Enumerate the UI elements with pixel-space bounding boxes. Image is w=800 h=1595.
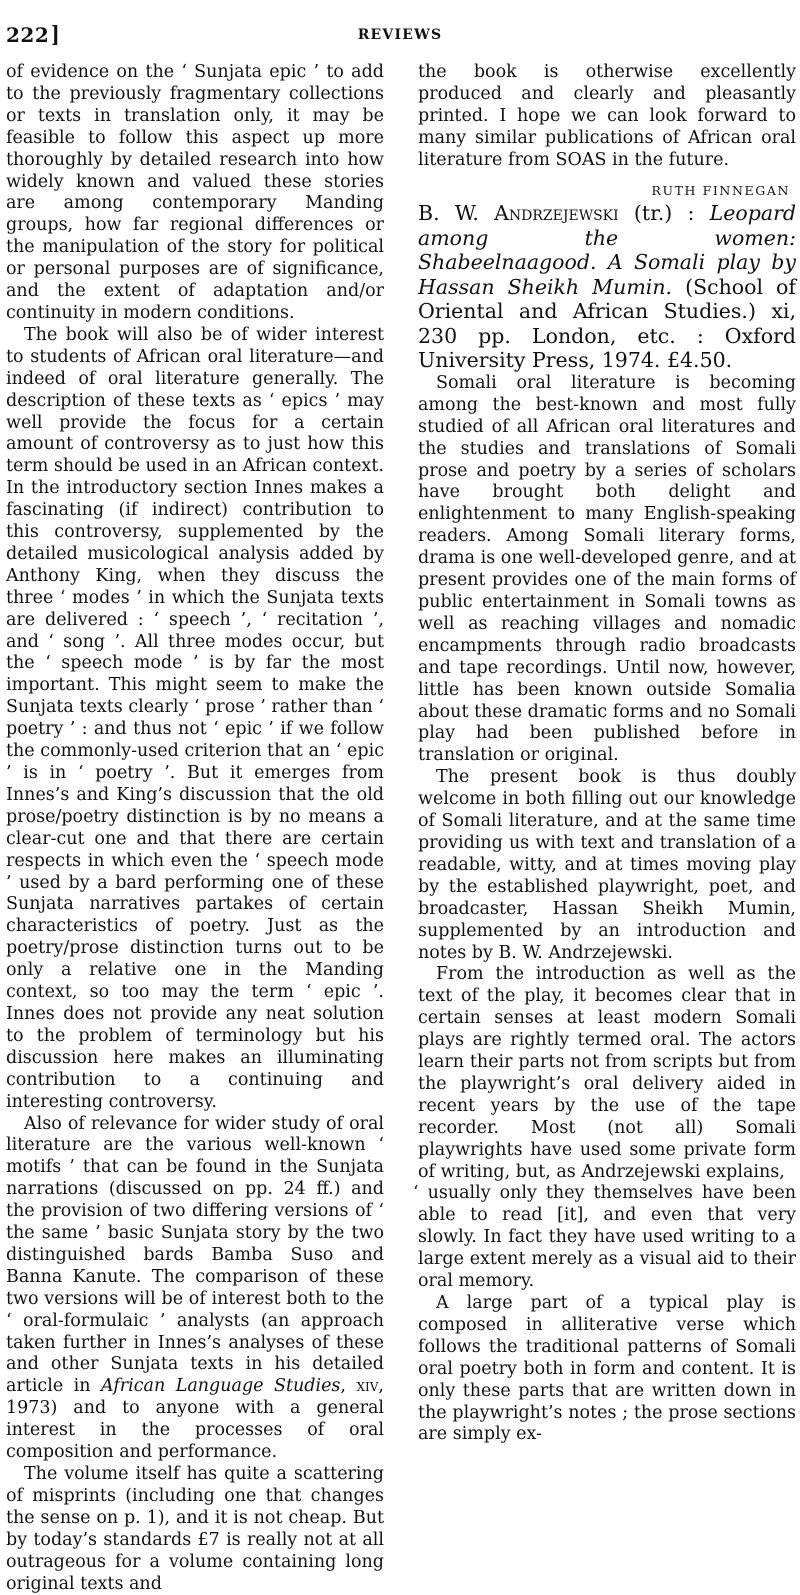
paragraph-3-end: , 1973) and to anyone with a general interest in the processes of oral composition and performance. <box>6 1376 384 1463</box>
right-paragraph-3: The present book is thus doubly welcome in both filling out our knowledge of Somali literature, and at the same time providing us with text and translation of a readable, witty, and at times moving play by the established playwright, poet, and broadcaster, Hassan Sheikh Mumin, supplemented by an introduction and notes by B. W. Andrzejewski. <box>418 767 796 963</box>
author-surname: Andrzejewski <box>494 201 619 226</box>
page-number: 222] <box>6 22 61 48</box>
page-header <box>0 22 800 52</box>
right-paragraph-4: From the introduction as well as the text of the play, it becomes clear that in certain senses at least modern Somali plays are rightly termed oral. The actors learn their parts not from scripts but from the playwright’s oral delivery aided in recent years by the use of the tape recorder. Most (not all) Somali playwrights have used some private form of writing, but, as Andrzejewski explains, <box>418 964 796 1182</box>
book-citation-heading <box>418 201 796 373</box>
right-paragraph-5: A large part of a typical play is composed in alliterative verse which follows the traditional patterns of Somali oral poetry both in form and content. It is only these parts that are written down in the playwright’s notes ; the prose sections are simply ex- <box>418 1293 796 1445</box>
journal-title: African Language Studies <box>100 1376 341 1397</box>
left-paragraph-4: The volume itself has quite a scattering of misprints (including one that changes the sense on p. 1), and it is not cheap. But by today’s standards £7 is really not at all outrageous for a volume containing long original texts and <box>6 1464 384 1594</box>
right-paragraph-2: Somali oral literature is becoming among the best-known and most fully studied of all African oral literatures and the studies and translations of Somali prose and poetry by a series of scholars have brought both delight and enlightenment to many English-speaking readers. Among Somali literary forms, drama is one well-developed genre, and at present provides one of the main forms of public entertainment in Somali towns as well as reaching villages and nomadic encampments through radio broadcasts and tape recordings. Until now, however, little has been known outside Somalia about these dramatic forms and no Somali play had been published before in translation or original. <box>418 372 796 766</box>
author-initials: B. W. <box>418 201 495 226</box>
paragraph-3-text: Also of relevance for wider study of oral literature are the various well-known ‘ motifs ’ that can be found in the Sunjata narrations (discussed on pp. 24 ff.) and the provision of two differing versions of ‘ the same ’ basic Sunjata story by the two distinguished bards Bamba Suso and Banna Kanute. The comparison of these two versions will be of interest both to the ‘ oral-formulaic ’ analysts (an approach taken further in Innes’s analyses of these and other Sunjata texts in his detailed article in <box>6 1113 384 1397</box>
bracket-ornament: ] <box>51 22 61 48</box>
left-paragraph-2: The book will also be of wider interest to students of African oral literature—and indeed of oral literature generally. The description of these texts as ‘ epics ’ may well provide the focus for a certain amount of controversy as to just how this term should be used in an African context. In the introductory section Innes makes a fascinating (if indirect) contribution to this controversy, supplemented by the detailed musicological analysis added by Anthony King, when they discuss the three ‘ modes ’ in which the Sunjata texts are delivered : ‘ speech ’, ‘ recitation ’, and ‘ song ’. All three modes occur, but the ‘ speech mode ’ is by far the most important. This might seem to make the Sunjata texts clearly ‘ prose ’ rather than ‘ poetry ’ : and thus not ‘ epic ’ if we follow the commonly-used criterion that an ‘ epic ’ is in ‘ poetry ’. But it emerges from Innes’s and King’s discussion that the old prose/poetry distinction is by no means a clear-cut one and that there are certain respects in which even the ‘ speech mode ’ used by a bard performing one of these Sunjata narratives partakes of certain characteristics of poetry. Just as the poetry/prose distinction turns out to be only a relative one in the Manding context, so too may the term ‘ epic ’. Innes does not provide any neat solution to the problem of terminology but his discussion here makes an illuminating contribution to a continuing and interesting controversy. <box>6 324 384 1112</box>
journal-volume: xiv <box>356 1376 379 1397</box>
publication-details: (School of Oriental and African Studies.) xi, 230 pp. London, etc. : Oxford University Press, 1974. £4.50. <box>418 274 796 373</box>
left-column <box>6 62 384 1595</box>
reviewer-signature: RUTH FINNEGAN <box>651 182 790 198</box>
left-paragraph-1: of evidence on the ‘ Sunjata epic ’ to add to the previously fragmentary collections or texts in translation only, it may be feasible to follow this aspect up more thoroughly by detailed research into how widely known and valued these stories are among contemporary Manding groups, how far regional differences or the manipulation of the story for political or personal purposes are of significance, and the extent of adaptation and/or continuity in modern conditions. <box>6 62 384 323</box>
right-paragraph-1: the book is otherwise excellently produced and clearly and pleasantly printed. I hope we can look forward to many similar publications of African oral literature from SOAS in the future. <box>418 62 796 170</box>
left-paragraph-3: Also of relevance for wider study of oral literature are the various well-known ‘ motifs ’ that can be found in the Sunjata narrations (discussed on pp. 24 ff.) and the provision of two differing versions of ‘ the same ’ basic Sunjata story by the two distinguished bards Bamba Suso and Banna Kanute. The comparison of these two versions will be of interest both to the ‘ oral-formulaic ’ analysts (an approach taken further in Innes’s analyses of these and other Sunjata texts in his detailed article in African Language Studies, xiv, 1973) and to anyone with a general interest in the processes of oral composition and performance. <box>6 1113 384 1463</box>
right-column <box>413 62 796 1446</box>
translator-note: (tr.) : <box>618 201 710 226</box>
block-quote: ‘ usually only they themselves have been able to read [it], and even that very slowly. In fact they have used writing to a large extent merely as a visual aid to their oral memory. <box>413 1183 796 1292</box>
running-head: REVIEWS <box>357 27 443 43</box>
book-title: Leopard among the women: Shabeelnaagood. A Somali play by Hassan Sheikh Mumin. <box>418 201 796 299</box>
